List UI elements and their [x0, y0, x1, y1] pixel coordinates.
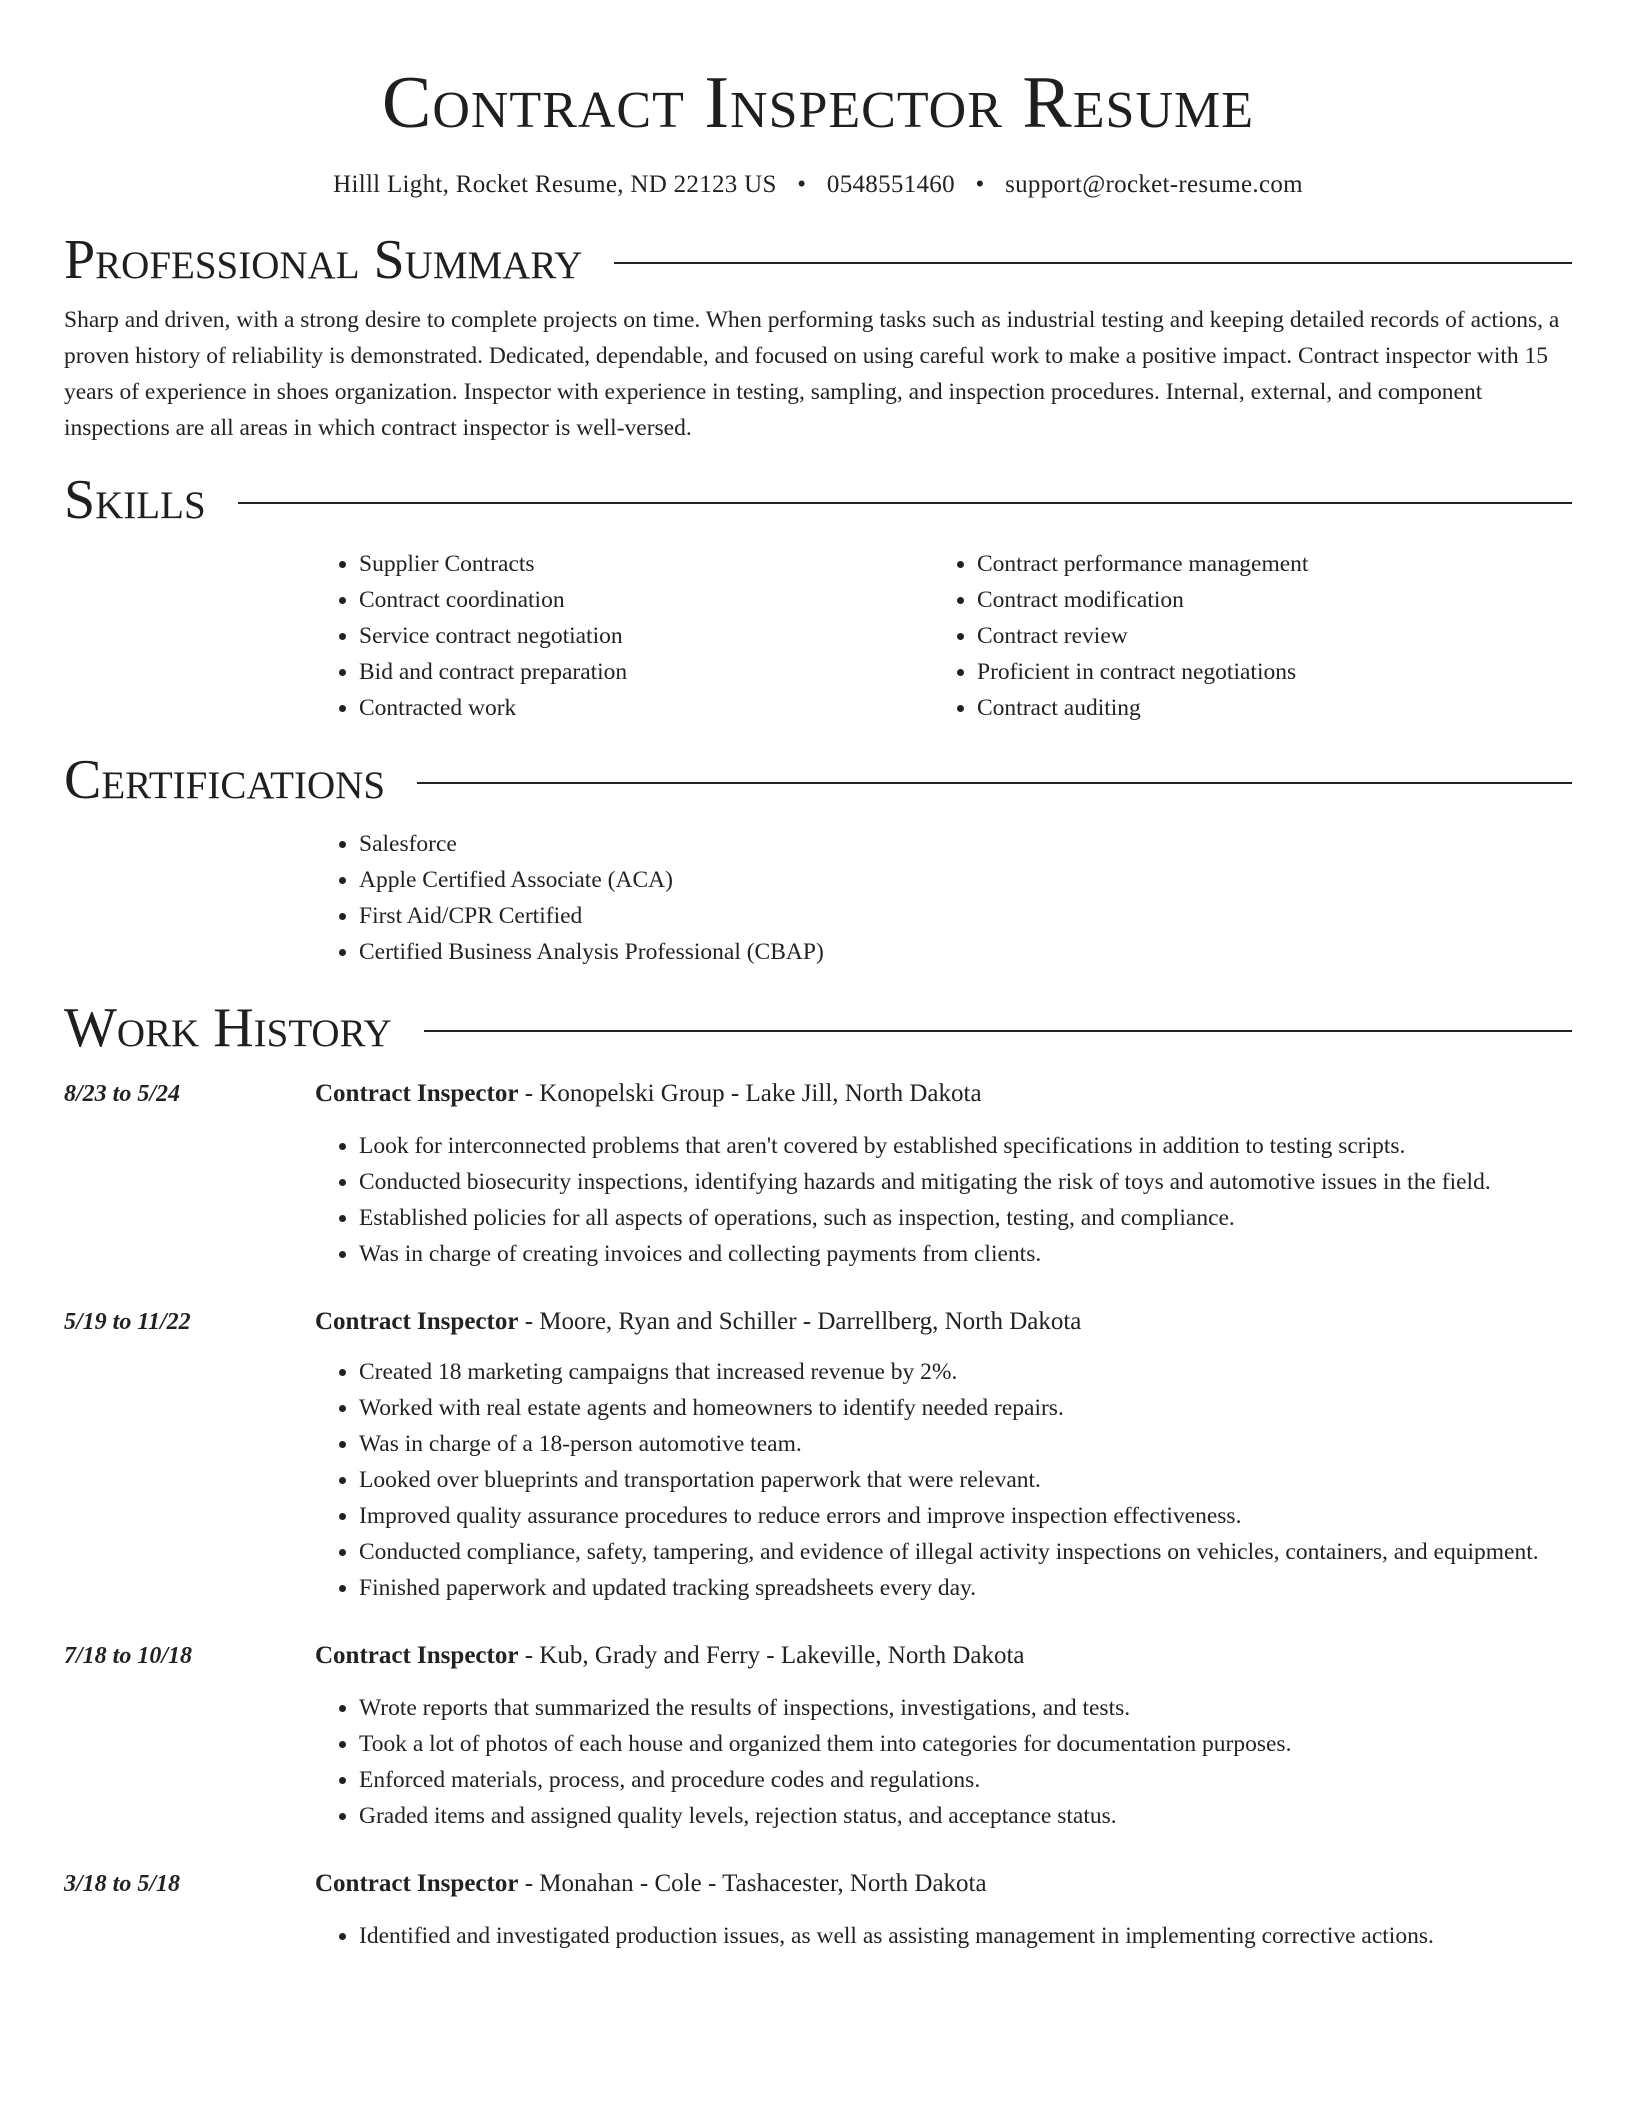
certifications-list	[315, 826, 1572, 970]
contact-address: Hilll Light, Rocket Resume, ND 22123 US	[333, 171, 777, 198]
job-bullets	[315, 1690, 1572, 1834]
job-role: Contract Inspector	[315, 1870, 519, 1897]
job-bullets	[315, 1918, 1572, 1954]
section-divider	[417, 782, 1572, 784]
job-dates: 5/19 to 11/22	[64, 1309, 191, 1335]
section-divider	[614, 262, 1572, 264]
job-bullet: • Was in charge of a 18-person automotive team.	[359, 1426, 1572, 1462]
skill-item: • Contracted work	[359, 690, 933, 726]
job-bullets	[315, 1128, 1572, 1272]
certification-item: • Certified Business Analysis Professional (CBAP)	[359, 934, 1572, 970]
job-dates: 7/18 to 10/18	[64, 1643, 193, 1669]
job-role: Contract Inspector	[315, 1080, 519, 1107]
skills-column-left	[315, 546, 933, 726]
resume-page	[64, 0, 1572, 1954]
job-bullet: • Created 18 marketing campaigns that increased revenue by 2%.	[359, 1354, 1572, 1390]
skills-list	[315, 546, 1572, 726]
job-bullet: • Looked over blueprints and transportation paperwork that were relevant.	[359, 1462, 1572, 1498]
skill-item: • Contract auditing	[977, 690, 1551, 726]
work-section-title: Work History	[64, 997, 392, 1059]
job-bullet: • Finished paperwork and updated tracking spreadsheets every day.	[359, 1570, 1572, 1606]
job-bullet: • Conducted compliance, safety, tampering, and evidence of illegal activity inspections on vehicles, containers, and equipment.	[359, 1534, 1572, 1570]
skills-section-title: Skills	[64, 469, 206, 531]
job-heading	[315, 1304, 1572, 1340]
job-entry	[64, 1304, 1572, 1606]
job-employer: - Kub, Grady and Ferry - Lakeville, North Dakota	[518, 1642, 1025, 1669]
job-heading	[315, 1076, 1572, 1112]
job-bullet: • Took a lot of photos of each house and organized them into categories for documentation purposes.	[359, 1726, 1572, 1762]
skills-section-header	[64, 468, 1572, 532]
job-dates: 8/23 to 5/24	[64, 1081, 181, 1107]
job-bullet: • Graded items and assigned quality levels, rejection status, and acceptance status.	[359, 1798, 1572, 1834]
section-divider	[238, 502, 1572, 504]
job-bullets	[315, 1354, 1572, 1606]
section-divider	[424, 1030, 1572, 1032]
contact-separator: •	[797, 171, 807, 198]
resume-title: Contract Inspector Resume	[381, 62, 1255, 144]
skill-item: • Contract coordination	[359, 582, 933, 618]
job-bullet: • Worked with real estate agents and homeowners to identify needed repairs.	[359, 1390, 1572, 1426]
job-bullet: • Conducted biosecurity inspections, identifying hazards and mitigating the risk of toys and automotive issues in the field.	[359, 1164, 1572, 1200]
skill-item: • Proficient in contract negotiations	[977, 654, 1551, 690]
summary-section-header	[64, 228, 1572, 292]
certification-item: • Salesforce	[359, 826, 1572, 862]
job-bullet: • Identified and investigated production issues, as well as assisting management in implementing corrective actions.	[359, 1918, 1572, 1954]
skill-item: • Service contract negotiation	[359, 618, 933, 654]
summary-section-title: Professional Summary	[64, 229, 583, 291]
job-bullet: • Enforced materials, process, and procedure codes and regulations.	[359, 1762, 1572, 1798]
contact-line	[64, 170, 1572, 200]
job-employer: - Konopelski Group - Lake Jill, North Dakota	[518, 1080, 982, 1107]
job-role: Contract Inspector	[315, 1642, 519, 1669]
contact-email: support@rocket-resume.com	[1005, 171, 1303, 198]
skill-item: • Contract performance management	[977, 546, 1551, 582]
certifications-section-title: Certifications	[64, 749, 386, 811]
job-employer: - Monahan - Cole - Tashacester, North Dakota	[518, 1870, 987, 1897]
job-entry	[64, 1638, 1572, 1834]
certifications-section-header	[64, 748, 1572, 812]
certification-item: • Apple Certified Associate (ACA)	[359, 862, 1572, 898]
skill-item: • Contract review	[977, 618, 1551, 654]
contact-phone: 0548551460	[826, 171, 955, 198]
job-dates: 3/18 to 5/18	[64, 1871, 181, 1897]
job-bullet: • Was in charge of creating invoices and collecting payments from clients.	[359, 1236, 1572, 1272]
contact-separator: •	[975, 171, 985, 198]
work-section-header	[64, 996, 1572, 1060]
skill-item: • Bid and contract preparation	[359, 654, 933, 690]
job-bullet: • Established policies for all aspects of operations, such as inspection, testing, and compliance.	[359, 1200, 1572, 1236]
job-role: Contract Inspector	[315, 1308, 519, 1335]
skills-column-right	[933, 546, 1551, 726]
summary-text: Sharp and driven, with a strong desire to complete projects on time. When performing tasks such as industrial testing and keeping detailed records of actions, a proven history of reliability is demonstrated. Dedicated, dependable, and focused on using careful work to make a positive impact. Contract inspector with 15 years of experience in shoes organization. Inspector with experience in testing, sampling, and inspection procedures. Internal, external, and component inspections are all areas in which contract inspector is well-versed.	[64, 307, 1560, 441]
job-heading	[315, 1866, 1572, 1902]
job-bullet: • Wrote reports that summarized the results of inspections, investigations, and tests.	[359, 1690, 1572, 1726]
job-bullet: • Improved quality assurance procedures to reduce errors and improve inspection effectiveness.	[359, 1498, 1572, 1534]
job-entry	[64, 1076, 1572, 1272]
job-bullet: • Look for interconnected problems that aren't covered by established specifications in addition to testing scripts.	[359, 1128, 1572, 1164]
job-employer: - Moore, Ryan and Schiller - Darrellberg, North Dakota	[518, 1308, 1082, 1335]
skill-item: • Contract modification	[977, 582, 1551, 618]
skill-item: • Supplier Contracts	[359, 546, 933, 582]
job-heading	[315, 1638, 1572, 1674]
certification-item: • First Aid/CPR Certified	[359, 898, 1572, 934]
job-entry	[64, 1866, 1572, 1954]
